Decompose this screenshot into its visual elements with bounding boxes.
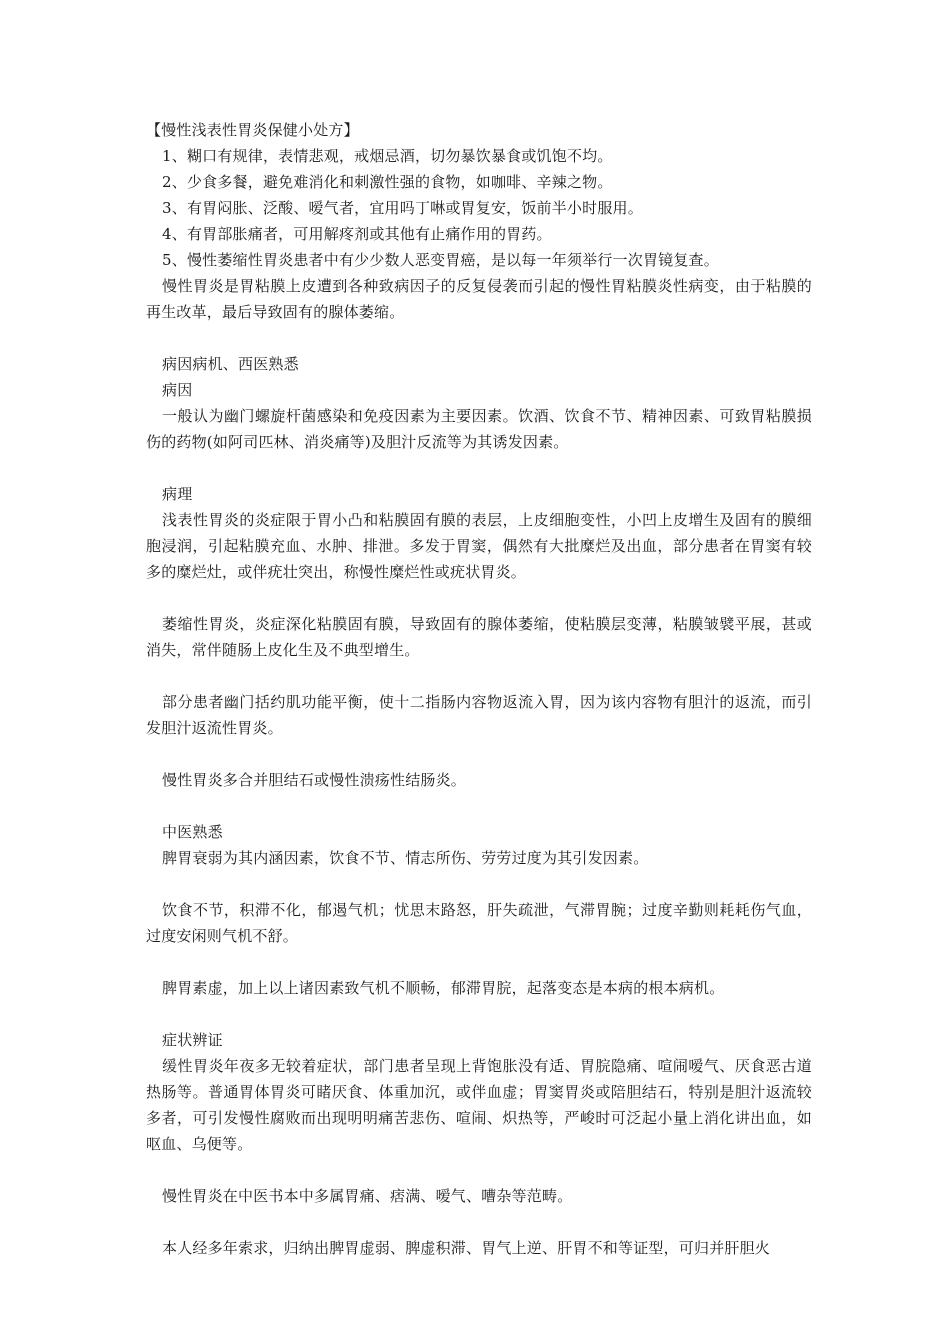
spacer [146, 1209, 812, 1235]
pathology-paragraph-1: 浅表性胃炎的炎症限于胃小凸和粘膜固有膜的表层，上皮细胞变性，小凹上皮增生及固有的膜细胞浸润，引起粘膜充血、水肿、排泄。多发于胃窦，偶然有大批糜烂及出血，部分患者在胃窦有较多的糜烂灶，或伴疣壮突出，称慢性糜烂性或疣状胃炎。 [146, 511, 812, 581]
spacer [146, 663, 812, 689]
tcm-paragraph-3: 脾胃素虚，加上以上诸因素致气机不顺畅，郁滞胃脘，起落变态是本病的根本病机。 [162, 979, 725, 997]
spacer [146, 793, 812, 819]
symptoms-paragraph-1: 缓性胃炎年夜多无较着症状，部门患者呈现上背饱胀没有适、胃脘隐痛、喧闹嗳气、厌食恶古道热肠等。普通胃体胃炎可睹厌食、体重加沉，或伴血虚；胃窦胃炎或陪胆结石，特别是胆汁返流较多者，可引发慢性腐败而出现明明痛苦悲伤、喧闹、炽热等，严峻时可泛起小量上消化讲出血，如呕血、乌便等。 [146, 1057, 812, 1153]
tip-1: 1、糊口有规律，表情悲观，戒烟忌酒，切勿暴饮暴食或饥饱不均。 [162, 147, 613, 165]
tip-2: 2、少食多餐，避免难消化和刺激性强的食物，如咖啡、辛辣之物。 [162, 173, 613, 191]
section-heading-symptoms: 症状辨证 [162, 1031, 223, 1049]
spacer [146, 1001, 812, 1027]
tip-4: 4、有胃部胀痛者，可用解疼剂或其他有止痛作用的胃药。 [162, 225, 552, 243]
tip-3: 3、有胃闷胀、泛酸、嗳气者，宜用吗丁啉或胃复安，饭前半小时服用。 [162, 199, 643, 217]
pathology-paragraph-2: 萎缩性胃炎，炎症深化粘膜固有膜，导致固有的腺体萎缩，使粘膜层变薄，粘膜皱襞平展，甚或消失，常伴随肠上皮化生及不典型增生。 [146, 615, 812, 659]
document-title: 【慢性浅表性胃炎保健小处方】 [146, 121, 359, 139]
section-heading-western: 病因病机、西医熟悉 [162, 355, 299, 373]
intro-paragraph: 慢性胃炎是胃粘膜上皮遭到各种致病因子的反复侵袭而引起的慢性胃粘膜炎性病变，由于粘膜的再生改革，最后导致固有的腺体萎缩。 [146, 277, 812, 321]
spacer [146, 871, 812, 897]
section-heading-tcm: 中医熟悉 [162, 823, 223, 841]
subheading-cause: 病因 [162, 381, 193, 399]
tcm-paragraph-2: 饮食不节，积滞不化，郁遏气机；忧思末路怒，肝失疏泄，气滞胃腕；过度辛勤则耗耗伤气血，过度安闲则气机不舒。 [146, 901, 812, 945]
spacer [146, 325, 812, 351]
pathology-paragraph-4: 慢性胃炎多合并胆结石或慢性溃疡性结肠炎。 [162, 771, 467, 789]
pathology-paragraph-3: 部分患者幽门括约肌功能平衡，使十二指肠内容物返流入胃，因为该内容物有胆汁的返流，而引发胆汁返流性胃炎。 [146, 693, 812, 737]
spacer [146, 741, 812, 767]
subheading-pathology: 病理 [162, 485, 193, 503]
spacer [146, 1157, 812, 1183]
spacer [146, 949, 812, 975]
spacer [146, 585, 812, 611]
symptoms-paragraph-2: 慢性胃炎在中医书本中多属胃痛、痞满、嗳气、嘈杂等范畴。 [162, 1187, 573, 1205]
tcm-paragraph-1: 脾胃衰弱为其内涵因素，饮食不节、情志所伤、劳劳过度为其引发因素。 [162, 849, 649, 867]
spacer [146, 455, 812, 481]
tip-5: 5、慢性萎缩性胃炎患者中有少少数人恶变胃癌，是以每一年须举行一次胃镜复查。 [162, 251, 719, 269]
cause-paragraph: 一般认为幽门螺旋杆菌感染和免疫因素为主要因素。饮酒、饮食不节、精神因素、可致胃粘膜损伤的药物(如阿司匹林、消炎痛等)及胆汁反流等为其诱发因素。 [146, 407, 812, 451]
symptoms-paragraph-3: 本人经多年索求，归纳出脾胃虚弱、脾虚积滞、胃气上逆、肝胃不和等证型，可归并肝胆火 [162, 1239, 771, 1257]
document-page [146, 117, 812, 1261]
